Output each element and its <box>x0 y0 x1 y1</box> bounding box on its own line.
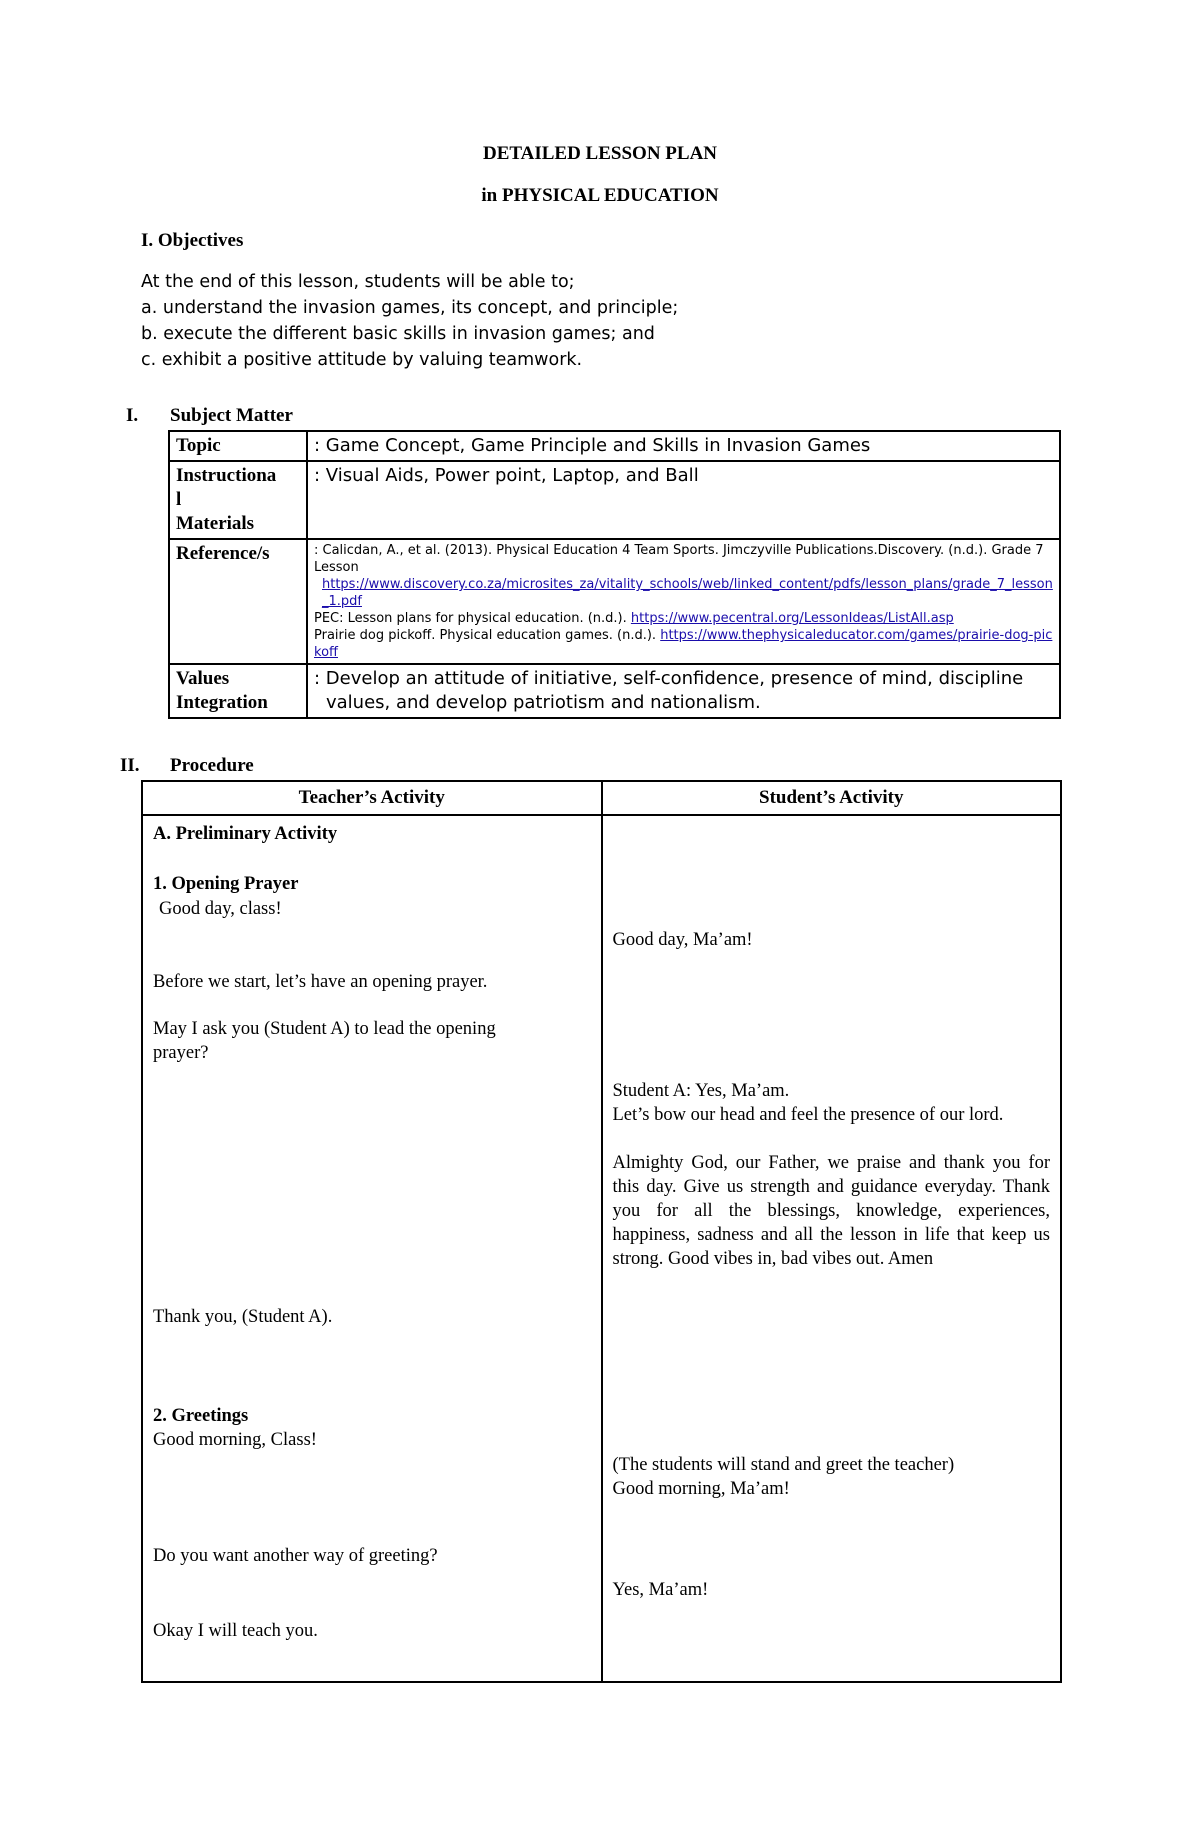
document-subtitle: in PHYSICAL EDUCATION <box>481 185 719 206</box>
table-row <box>142 781 1061 815</box>
table-row <box>142 815 1061 1682</box>
teacher-activity-cell <box>142 815 602 1682</box>
objectives-heading: I. Objectives <box>141 230 244 251</box>
student-line: Yes, Ma’am! <box>612 1580 709 1600</box>
reference-link[interactable]: https://www.pecentral.org/LessonIdeas/ListAll.asp <box>630 611 954 626</box>
objective-item: c. exhibit a positive attitude by valuing teamwork. <box>141 350 583 370</box>
materials-label: Instructiona l Materials <box>169 461 307 539</box>
topic-label: Topic <box>169 431 307 461</box>
values-label: Values Integration <box>169 664 307 718</box>
student-line: Almighty God, our Father, we praise and thank you for this day. Give us strength and guidance everyday. Thank you for all the blessings, knowledge, experiences, happiness, sadness and all the lesson in life that keep us strong. Good vibes in, bad vibes out. Amen <box>612 1153 1050 1269</box>
step-heading: 2. Greetings <box>153 1406 249 1426</box>
procedure-heading: Procedure <box>170 755 254 776</box>
table-row <box>169 461 1060 539</box>
teacher-line: Okay I will teach you. <box>153 1621 318 1641</box>
table-row <box>169 664 1060 718</box>
student-line: Student A: Yes, Ma’am. <box>612 1081 790 1101</box>
teacher-line: Before we start, let’s have an opening prayer. <box>153 972 488 992</box>
teacher-line: May I ask you (Student A) to lead the opening <box>153 1019 496 1039</box>
teacher-line: Good morning, Class! <box>153 1430 317 1450</box>
subject-matter-heading: Subject Matter <box>170 405 293 426</box>
references-value: : Calicdan, A., et al. (2013). Physical Education 4 Team Sports. Jimczyville Publications.Discovery. (n.d.). Grade 7 Lesson https://www.discovery.co.za/microsites_za/vitality_schools/web/linked_content/pdfs/lesson_plans/grade_7_lesson_1.pdf PEC: Lesson plans for physical education. (n.d.). https://www.pecentral.org/LessonIdeas/ListAll.asp Prairie dog pickoff. Physical education games. (n.d.). https://www.thephysicaleducator.com/games/prairie-dog-pickoff <box>307 539 1060 664</box>
objective-item: b. execute the different basic skills in invasion games; and <box>141 324 655 344</box>
topic-value: : Game Concept, Game Principle and Skills in Invasion Games <box>307 431 1060 461</box>
objective-item: a. understand the invasion games, its concept, and principle; <box>141 298 679 318</box>
objectives-intro: At the end of this lesson, students will be able to; <box>141 272 575 292</box>
student-line: Let’s bow our head and feel the presence of our lord. <box>612 1105 1004 1125</box>
student-line: (The students will stand and greet the teacher) <box>612 1455 955 1475</box>
student-activity-cell <box>602 815 1062 1682</box>
student-column-header: Student’s Activity <box>602 781 1062 815</box>
procedure-table <box>141 780 1062 1683</box>
teacher-line: Thank you, (Student A). <box>153 1307 333 1327</box>
document-title: DETAILED LESSON PLAN <box>482 143 718 164</box>
references-label: Reference/s <box>169 539 307 664</box>
table-row <box>169 431 1060 461</box>
teacher-column-header: Teacher’s Activity <box>142 781 602 815</box>
student-line: Good day, Ma’am! <box>612 930 753 950</box>
values-value: : Develop an attitude of initiative, self-confidence, presence of mind, discipline values, and develop patriotism and nationalism. <box>307 664 1060 718</box>
reference-link[interactable]: https://www.thephysicaleducator.com/games/prairie-dog-pickoff <box>314 628 1053 660</box>
reference-link[interactable]: https://www.discovery.co.za/microsites_za/vitality_schools/web/linked_content/pdfs/lesson_plans/grade_7_lesson_1.pdf <box>322 577 1053 609</box>
teacher-line: Do you want another way of greeting? <box>153 1546 438 1566</box>
teacher-line: prayer? <box>153 1043 209 1063</box>
procedure-numeral: II. <box>120 755 140 776</box>
subject-matter-numeral: I. <box>126 405 139 426</box>
teacher-line: Good day, class! <box>159 899 282 919</box>
section-heading: A. Preliminary Activity <box>153 824 338 844</box>
step-heading: 1. Opening Prayer <box>153 874 299 894</box>
materials-value: : Visual Aids, Power point, Laptop, and Ball <box>307 461 1060 539</box>
table-row <box>169 539 1060 664</box>
student-line: Good morning, Ma’am! <box>612 1479 790 1499</box>
subject-matter-table <box>168 430 1061 719</box>
